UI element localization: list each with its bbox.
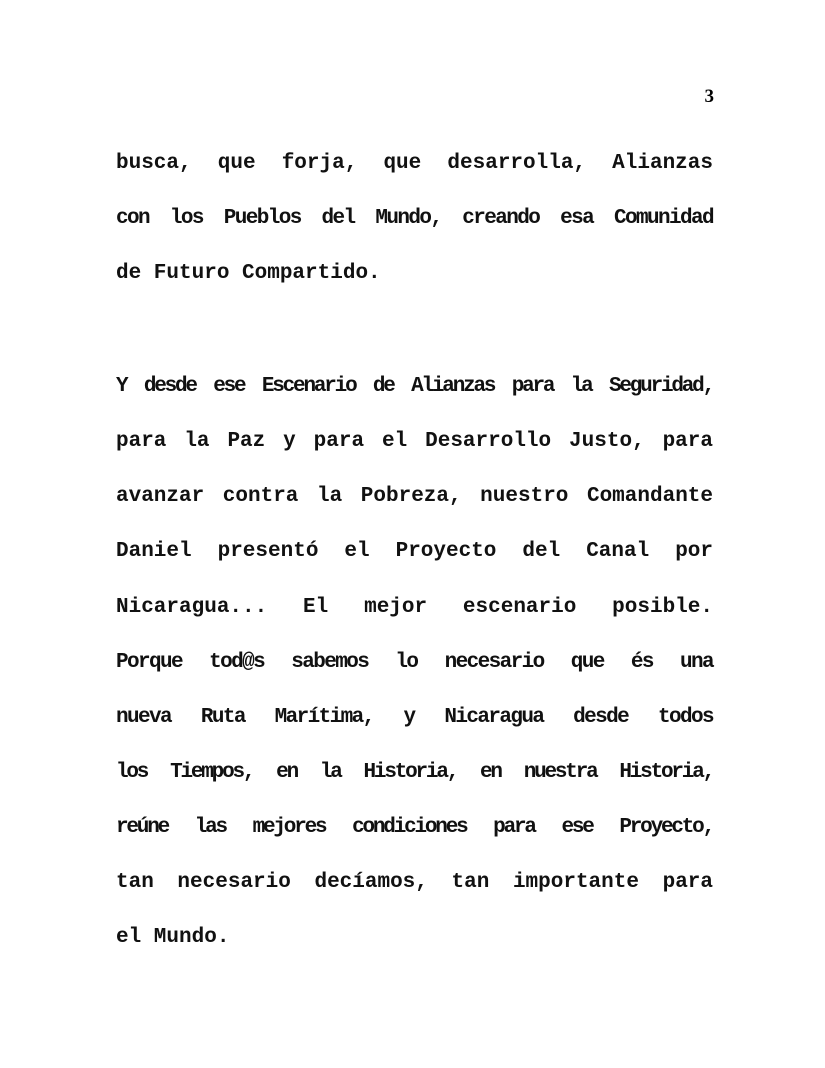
text-line: reúne las mejores condiciones para ese Proyecto, [116,816,713,839]
text-line: Y desde ese Escenario de Alianzas para la Seguridad, [116,375,713,398]
text-line: Nicaragua... El mejor escenario posible. [116,596,713,619]
text-line: tan necesario decíamos, tan importante para [116,871,713,894]
text-line: el Mundo. [116,926,230,949]
text-line: Daniel presentó el Proyecto del Canal por [116,540,713,563]
text-line: para la Paz y para el Desarrollo Justo, para [116,430,713,453]
text-line: Porque tod@s sabemos lo necesario que és una [116,651,713,674]
text-line: con los Pueblos del Mundo, creando esa Comunidad [116,207,713,230]
text-line: de Futuro Compartido. [116,262,381,285]
text-line: nueva Ruta Marítima, y Nicaragua desde todos [116,706,713,729]
page-number: 3 [704,86,714,107]
text-line: los Tiempos, en la Historia, en nuestra Historia, [116,761,713,784]
text-line: busca, que forja, que desarrolla, Alianzas [116,152,713,175]
text-line: avanzar contra la Pobreza, nuestro Comandante [116,485,713,508]
